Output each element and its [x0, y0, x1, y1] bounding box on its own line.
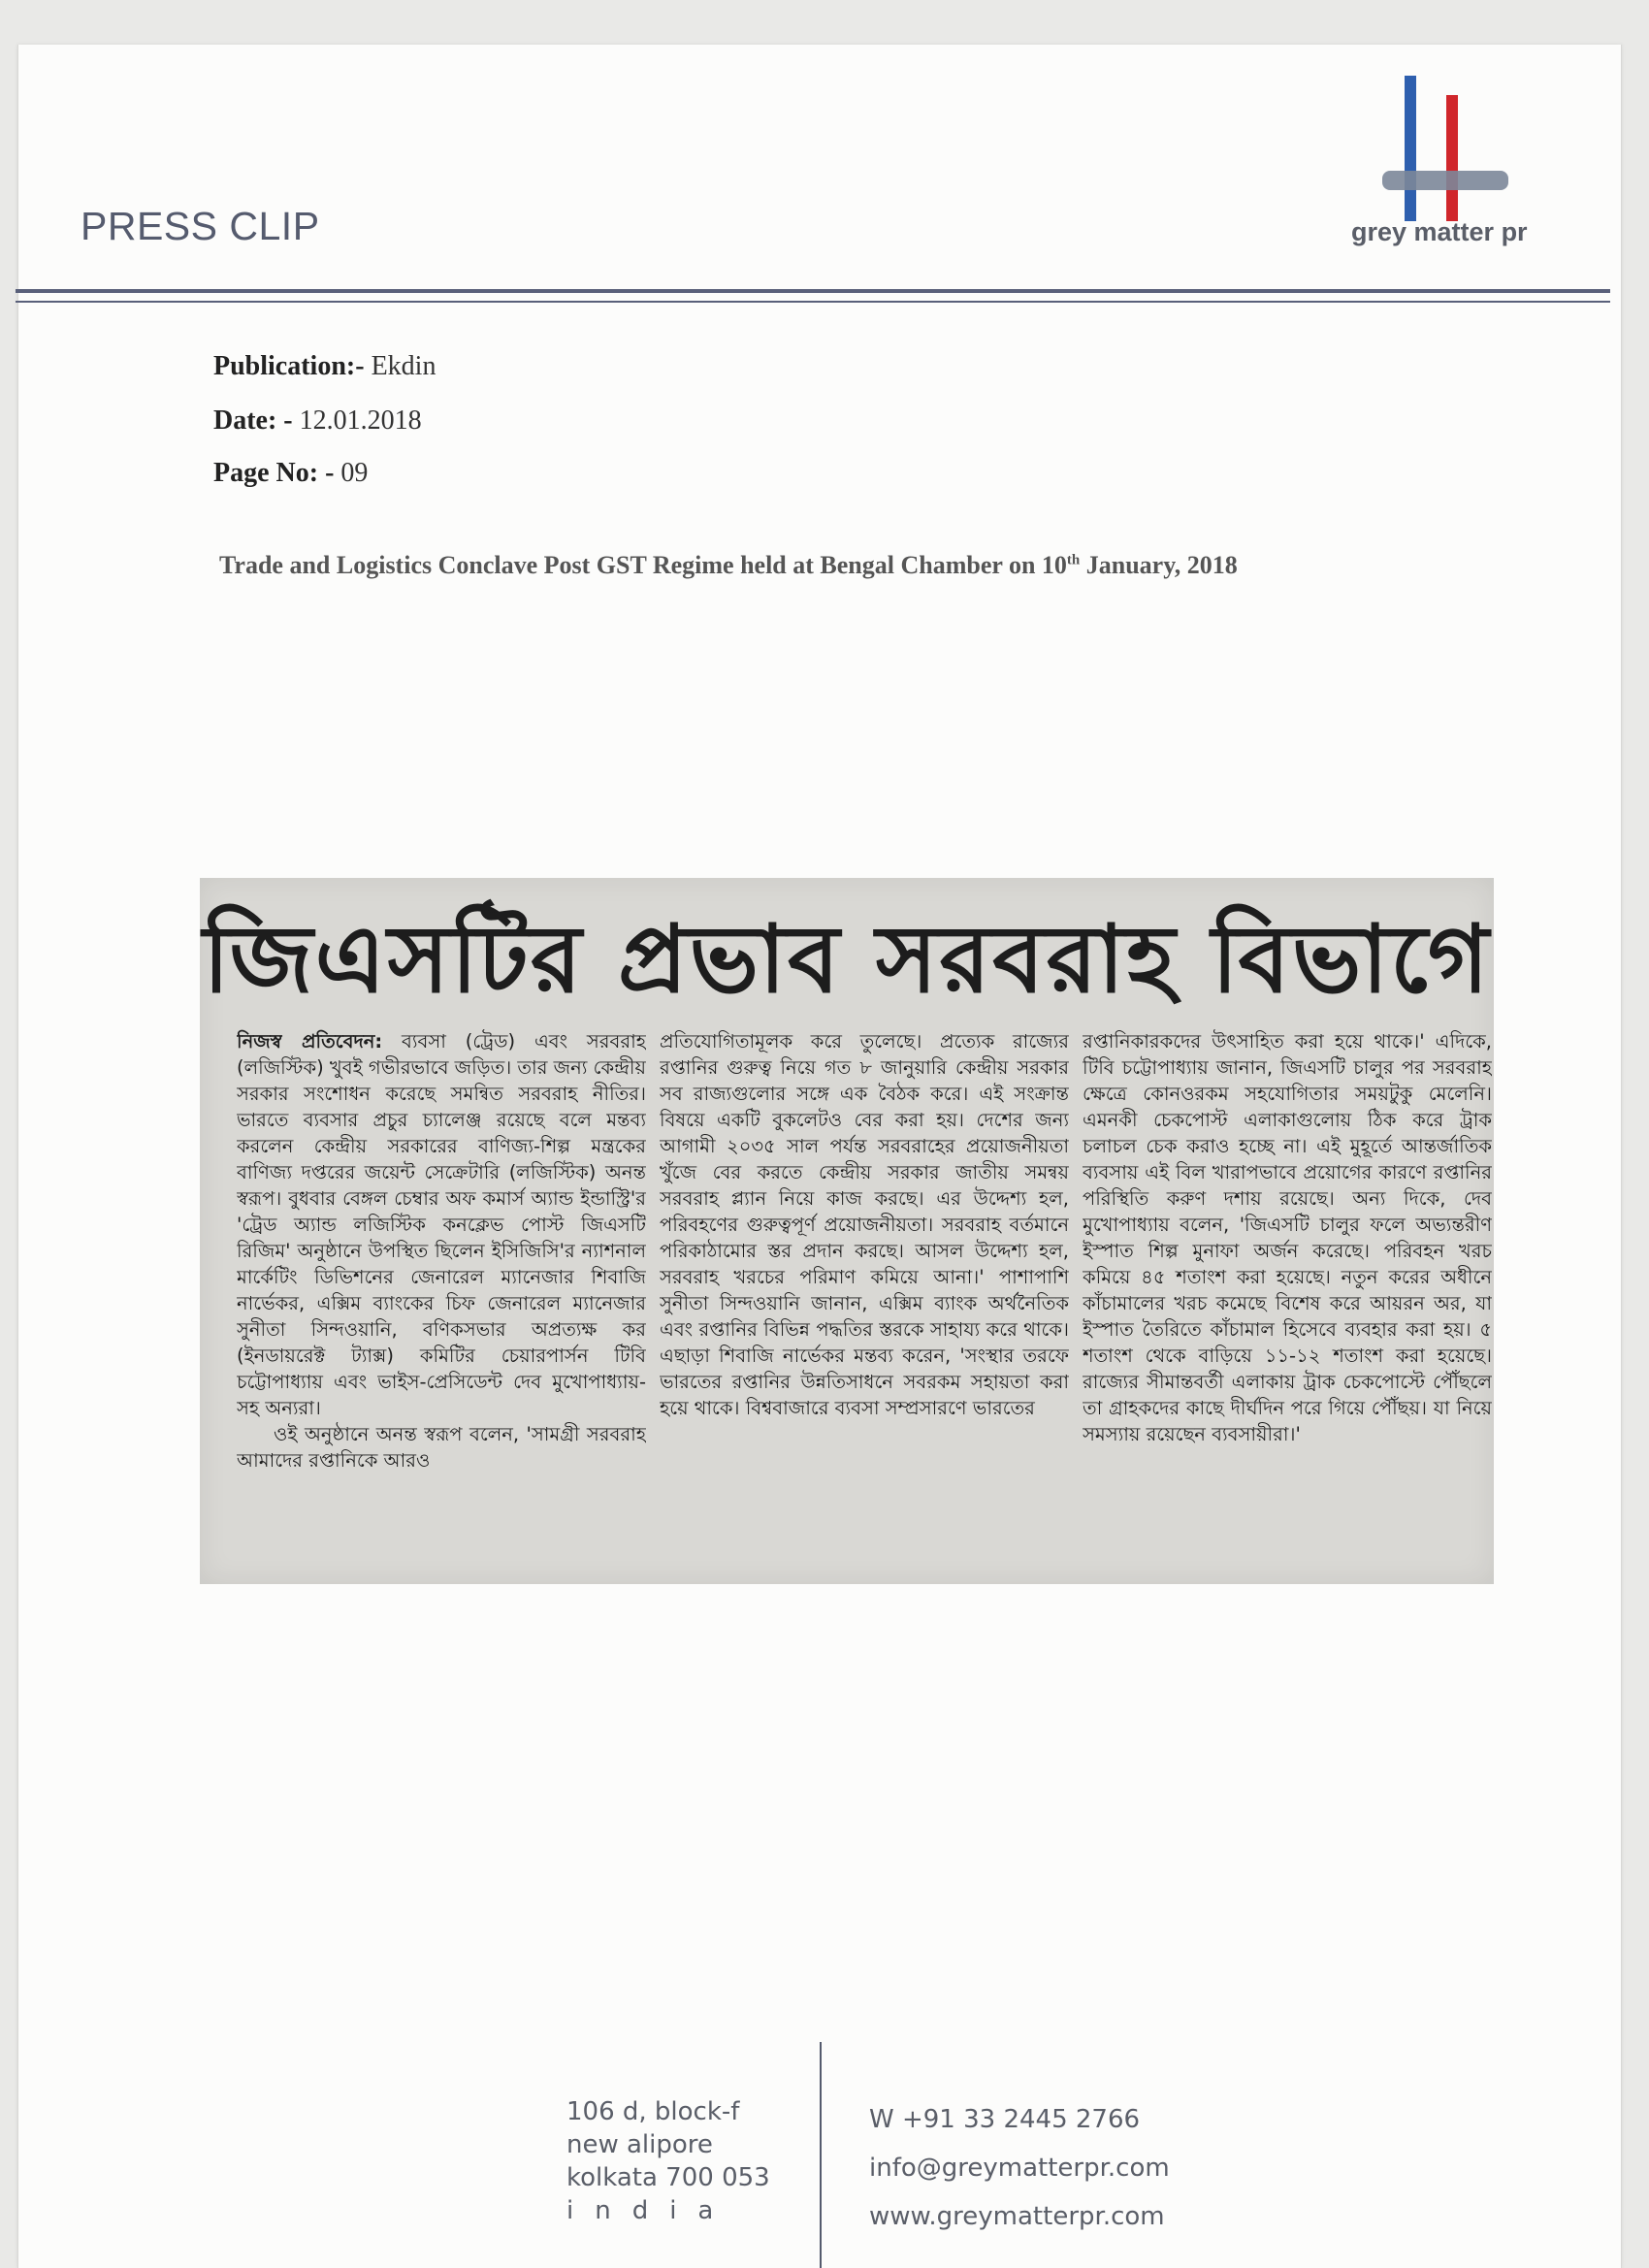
- date-line: [213, 405, 422, 437]
- address-line-1: 106 d, block-f: [566, 2097, 740, 2126]
- address-line-3: kolkata 700 053: [566, 2163, 770, 2192]
- caption-main: Trade and Logistics Conclave Post GST Regime held at Bengal Chamber on 10: [219, 551, 1067, 579]
- page-label: Page No: -: [213, 458, 335, 488]
- footer-website[interactable]: www.greymatterpr.com: [869, 2202, 1165, 2231]
- footer-address: [566, 2095, 770, 2227]
- column-2-body: প্রতিযোগিতামূলক করে তুলেছে। প্রত্যেক রাজ্যের রপ্তানির গুরুত্ব নিয়ে গত ৮ জানুয়ারি কেন্দ্রীয় সরকার সব রাজ্যগুলোর সঙ্গে এক বৈঠক করে। এই সংক্রান্ত বিষয়ে একটি বুকলেটও বের করা হয়। দেশের জন্য আগামী ২০৩৫ সাল পর্যন্ত সরবরাহের প্রয়োজনীয়তা খুঁজে বের করতে কেন্দ্রীয় সরকার জাতীয় সমন্বয় সরবরাহ প্ল্যান নিয়ে কাজ করছে। এর উদ্দেশ্য হল, পরিবহণের গুরুত্বপূর্ণ প্রয়োজনীয়তা। সরবরাহ বর্তমানে পরিকাঠামোর স্তর প্রদান করছে। আসল উদ্দেশ্য হল, সরবরাহ খরচের পরিমাণ কমিয়ে আনা।' পাশাপাশি সুনীতা সিন্দওয়ানি জানান, এক্সিম ব্যাংক অর্থনৈতিক এবং রপ্তানির বিভিন্ন পদ্ধতির স্তরকে সাহায্য করে থাকে। এছাড়া শিবাজি নার্ভেকর মন্তব্য করেন, 'সংস্থার তরফে ভারতের রপ্তানির উন্নতিসাধনে সবরকম সহায়তা করা হয়ে থাকে। বিশ্ববাজারে ব্যবসা সম্প্রসারণে ভারতের: [660, 1030, 1069, 1419]
- footer-contact: [869, 2095, 1170, 2241]
- header-rule-bottom: [16, 301, 1610, 303]
- publication-label: Publication:-: [213, 351, 365, 381]
- address-line-4: india: [566, 2196, 735, 2225]
- column-1-body-2: ওই অনুষ্ঠানে অনন্ত স্বরূপ বলেন, 'সামগ্রী সরবরাহ আমাদের রপ্তানিকে আরও: [237, 1423, 646, 1472]
- logo-grey-bar: [1382, 171, 1508, 190]
- caption-sup: th: [1066, 552, 1081, 568]
- page-line: [213, 458, 368, 489]
- footer-email[interactable]: info@greymatterpr.com: [869, 2154, 1170, 2183]
- caption-end: January, 2018: [1080, 551, 1238, 579]
- column-1-lead: নিজস্ব প্রতিবেদন:: [237, 1030, 383, 1053]
- clipping-headline: জিএসটির প্রভাব সরবরাহ বিভাগে: [203, 905, 1491, 1014]
- clipping-column-3: [1083, 1028, 1492, 1571]
- publication-value: Ekdin: [371, 351, 436, 381]
- date-value: 12.01.2018: [299, 405, 422, 436]
- header-rule-top: [16, 289, 1610, 293]
- date-label: Date: -: [213, 405, 293, 436]
- logo-red-bar: [1446, 95, 1458, 221]
- column-1-body: ব্যবসা (ট্রেড) এবং সরবরাহ (লজিস্টিক) খুবই গভীরভাবে জড়িত। তার জন্য কেন্দ্রীয় সরকার সংশোধন করেছে সমন্বিত সরবরাহ নীতির। ভারতে ব্যবসার প্রচুর চ্যালেঞ্জ রয়েছে বলে মন্তব্য করলেন কেন্দ্রীয় সরকারের বাণিজ্য-শিল্প মন্ত্রকের বাণিজ্য দপ্তরের জয়েন্ট সেক্রেটারি (লজিস্টিক) অনন্ত স্বরূপ। বুধবার বেঙ্গল চেম্বার অফ কমার্স অ্যান্ড ইন্ডাস্ট্রি'র 'ট্রেড অ্যান্ড লজিস্টিক কনক্লেভ পোস্ট জিএসটি রিজিম' অনুষ্ঠানে উপস্থিত ছিলেন ইসিজিসি'র ন্যাশনাল মার্কেটিং ডিভিশনের জেনারেল ম্যানেজার শিবাজি নার্ভেকর, এক্সিম ব্যাংকের চিফ জেনারেল ম্যানেজার সুনীতা সিন্দওয়ানি, বণিকসভার অপ্রত্যক্ষ কর (ইনডায়রেক্ট ট্যাক্স) কমিটির চেয়ারপার্সন টিবি চট্টোপাধ্যায় এবং ভাইস-প্রেসিডেন্ট দেব মুখোপাধ্যায়-সহ অন্যরা।: [237, 1030, 646, 1419]
- footer-divider: [820, 2042, 822, 2268]
- publication-line: [213, 351, 436, 382]
- footer-phone: W +91 33 2445 2766: [869, 2105, 1141, 2134]
- address-line-2: new alipore: [566, 2130, 713, 2159]
- clipping-column-2: [660, 1028, 1069, 1571]
- press-clip-label: PRESS CLIP: [81, 204, 320, 248]
- clipping-column-1: [237, 1028, 646, 1571]
- page-value: 09: [340, 458, 369, 488]
- event-caption: [219, 551, 1238, 580]
- logo-blue-bar: [1405, 76, 1416, 221]
- column-3-body: রপ্তানিকারকদের উৎসাহিত করা হয়ে থাকে।' এদিকে, টিবি চট্টোপাধ্যায় জানান, জিএসটি চালুর পর সরবরাহ ক্ষেত্রে কোনওরকম সহযোগিতার সময়টুকু মেলেনি। এমনকী চেকপোস্ট এলাকাগুলোয় ঠিক করে ট্রাক চলাচল চেক করাও হচ্ছে না। এই মুহূর্তে আন্তর্জাতিক ব্যবসায় এই বিল খারাপভাবে প্রয়োগের কারণে রপ্তানির পরিস্থিতি করুণ দশায় রয়েছে। অন্য দিকে, দেব মুখোপাধ্যায় বলেন, 'জিএসটি চালুর ফলে অভ্যন্তরীণ ইস্পাত শিল্প মুনাফা অর্জন করেছে। পরিবহন খরচ কমিয়ে ৪৫ শতাংশ করা হয়েছে। নতুন করের অধীনে কাঁচামালের খরচ কমেছে বিশেষ করে আয়রন অর, যা ইস্পাত তৈরিতে কাঁচামাল হিসেবে ব্যবহার করা হয়। ৫ শতাংশ থেকে বাড়িয়ে ১১-১২ শতাংশ করা হয়েছে। রাজ্যের সীমান্তবর্তী এলাকায় ট্রাক চেকপোস্টে পৌঁছলে তা গ্রাহকদের কাছে দীর্ঘদিন পরে গিয়ে পৌঁছয়। যা নিয়ে সমস্যায় রয়েছেন ব্যবসায়ীরা।': [1083, 1030, 1492, 1445]
- logo-text: grey matter pr: [1351, 217, 1528, 246]
- newspaper-clipping: [200, 878, 1494, 1584]
